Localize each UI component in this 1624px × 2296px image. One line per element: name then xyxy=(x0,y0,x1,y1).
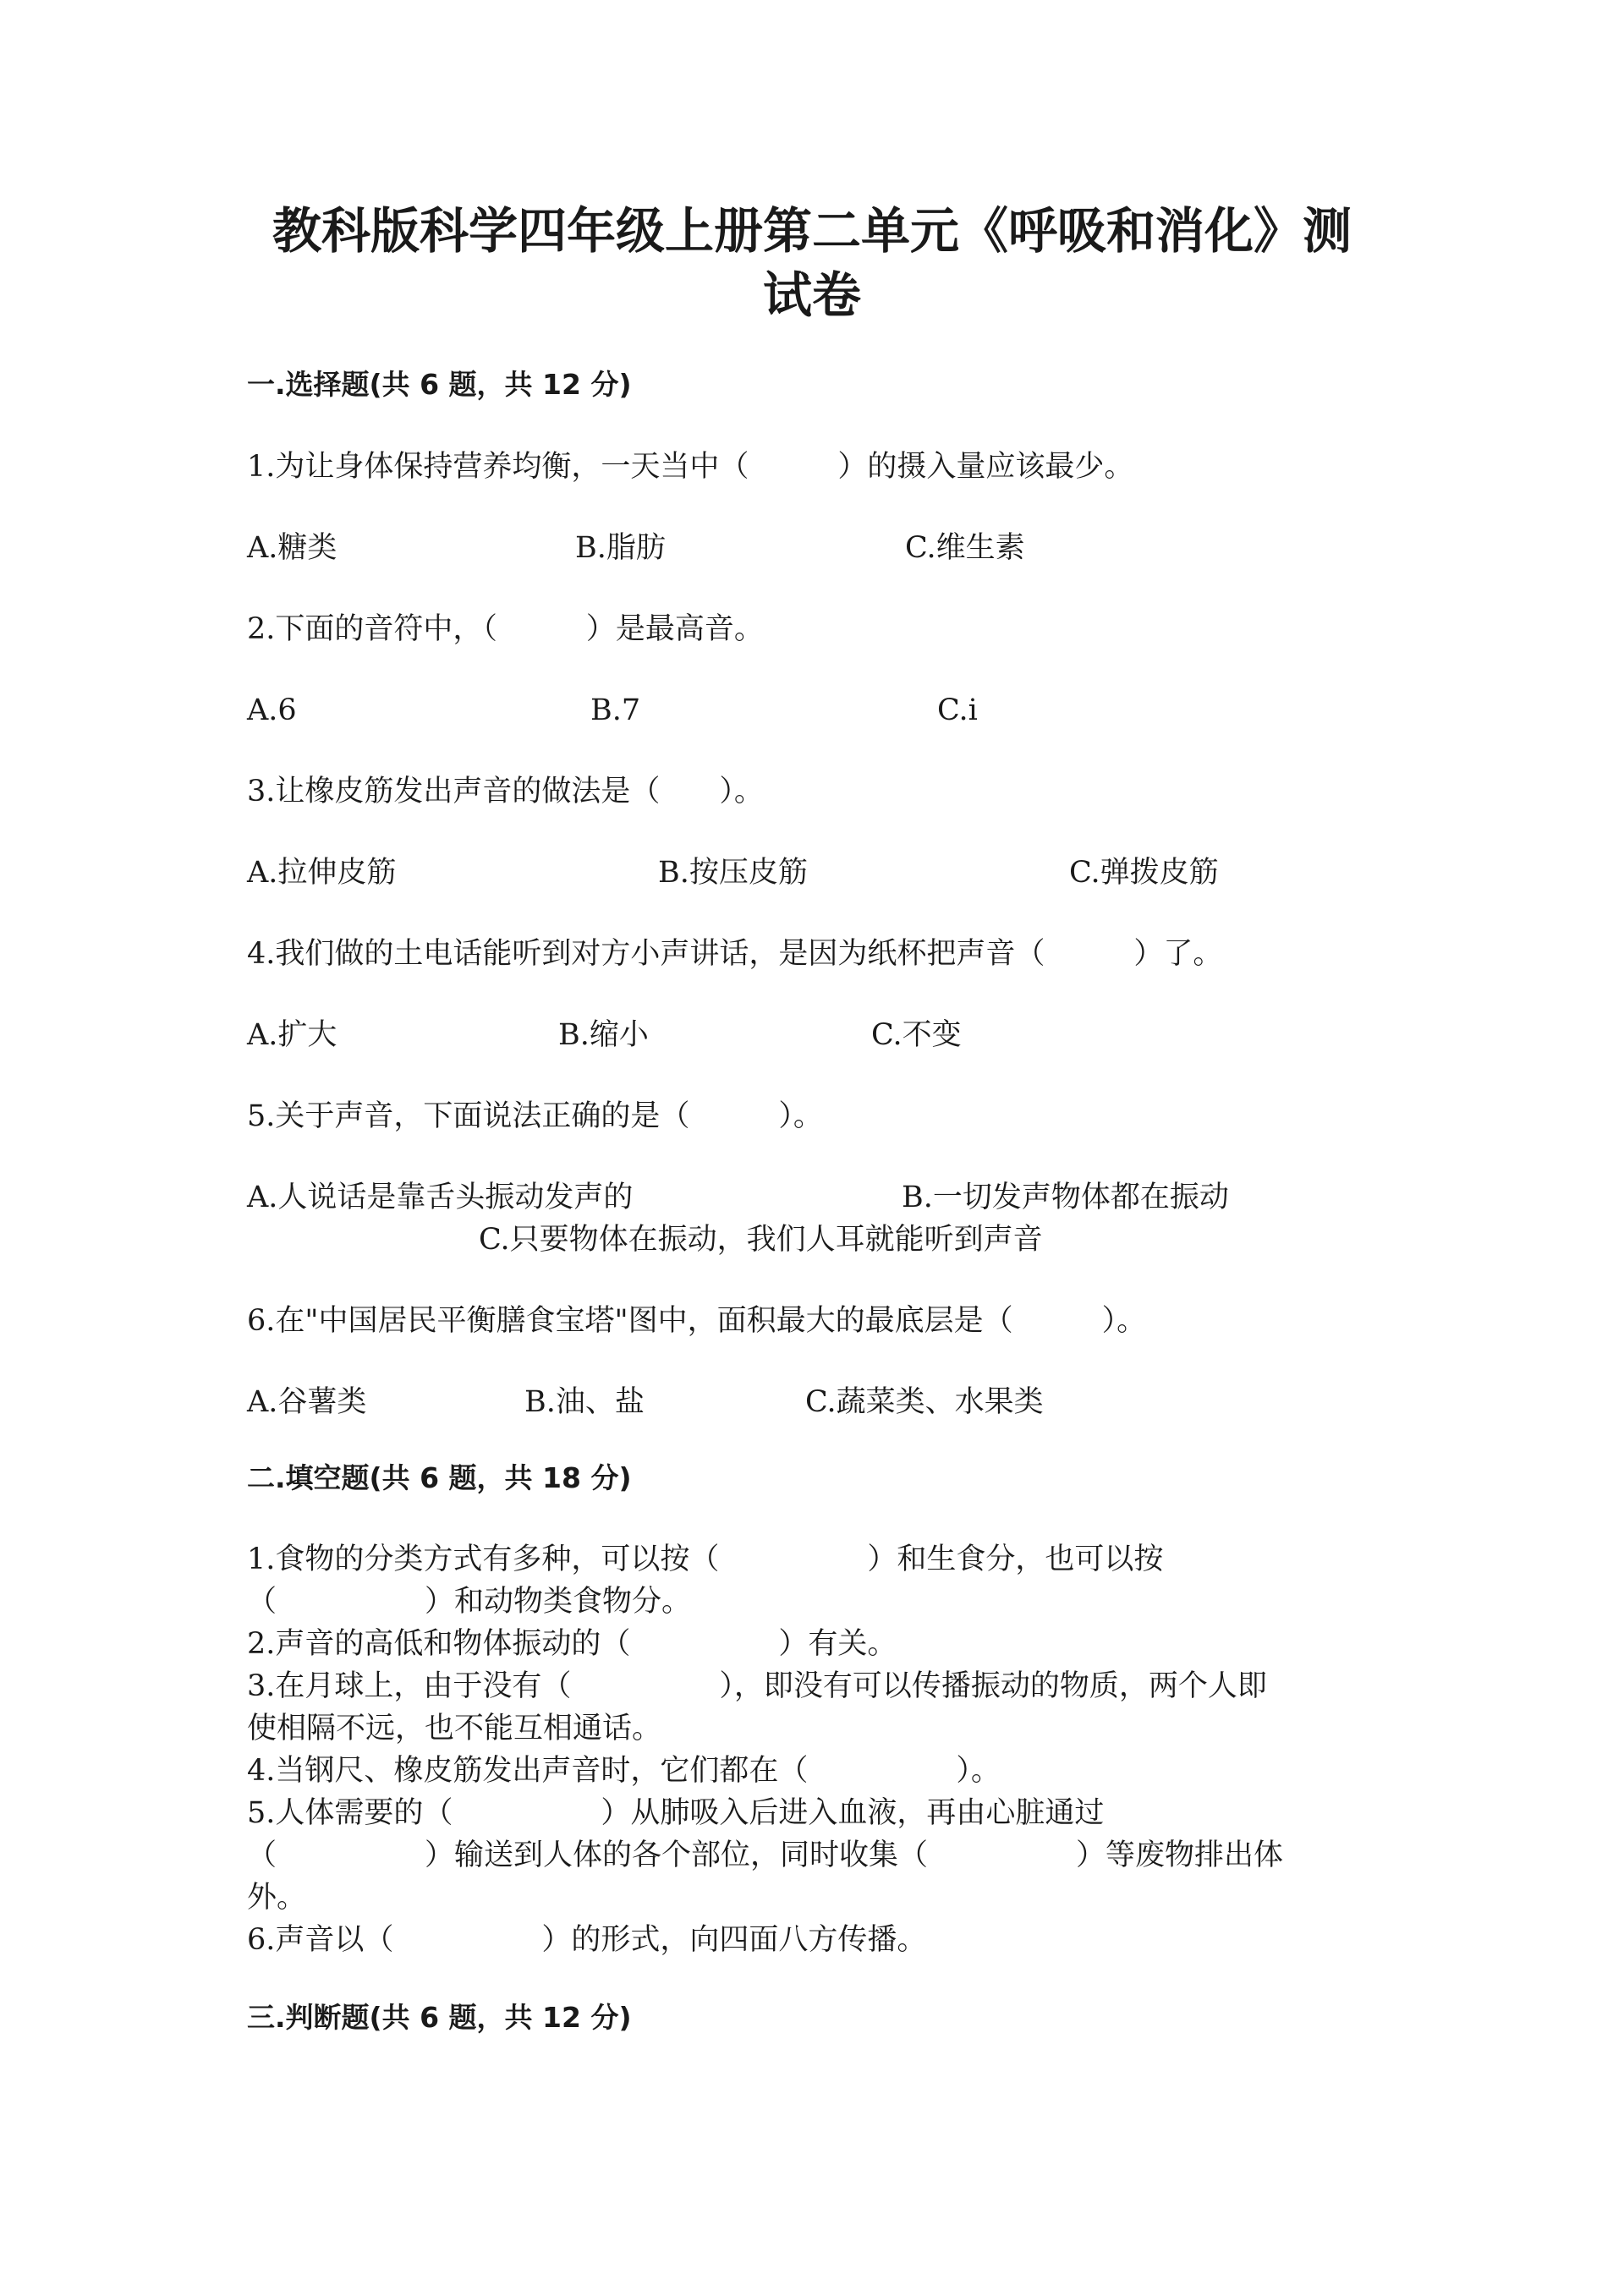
option-c: C.弹拨皮筋 xyxy=(1069,856,1219,890)
option-b: B.脂肪 xyxy=(575,531,666,565)
option-a: A.6 xyxy=(247,693,297,727)
option-c: C.维生素 xyxy=(905,531,1025,565)
fill-blank-line: 2.声音的高低和物体振动的（ ）有关。 xyxy=(247,1627,897,1661)
option-a: A.人说话是靠舌头振动发声的 xyxy=(247,1181,634,1214)
document-title-line-1: 教科版科学四年级上册第二单元《呼吸和消化》测 xyxy=(272,202,1352,260)
option-b: B.一切发声物体都在振动 xyxy=(902,1181,1229,1214)
option-c: C.只要物体在振动，我们人耳就能听到声音 xyxy=(479,1223,1043,1257)
fill-blank-line: （ ）和动物类食物分。 xyxy=(247,1585,692,1619)
option-b: B.按压皮筋 xyxy=(658,856,808,890)
option-a: A.扩大 xyxy=(247,1018,337,1052)
fill-blank-line: 3.在月球上，由于没有（ ），即没有可以传播振动的物质，两个人即 xyxy=(247,1669,1267,1703)
question-stem: 1.为让身体保持营养均衡，一天当中（ ）的摄入量应该最少。 xyxy=(247,450,1134,484)
fill-blank-line: 1.食物的分类方式有多种，可以按（ ）和生食分，也可以按 xyxy=(247,1543,1164,1576)
fill-blank-line: 外。 xyxy=(247,1881,307,1915)
fill-blank-line: （ ）输送到人体的各个部位，同时收集（ ）等废物排出体 xyxy=(247,1838,1284,1872)
option-b: B.缩小 xyxy=(558,1018,649,1052)
option-c: C.不变 xyxy=(871,1018,962,1052)
fill-blank-line: 6.声音以（ ）的形式，向四面八方传播。 xyxy=(247,1923,927,1957)
option-b: B.7 xyxy=(590,693,641,727)
option-a: A.谷薯类 xyxy=(247,1385,367,1419)
question-stem: 2.下面的音符中，（ ）是最高音。 xyxy=(247,612,764,646)
question-stem: 5.关于声音，下面说法正确的是（ ）。 xyxy=(247,1099,823,1133)
option-a: A.糖类 xyxy=(247,531,337,565)
option-a: A.拉伸皮筋 xyxy=(247,856,397,890)
fill-blank-line: 使相隔不远，也不能互相通话。 xyxy=(247,1712,662,1745)
section-heading-fill-blank: 二.填空题(共 6 题，共 18 分) xyxy=(247,1461,632,1494)
option-c: C.蔬菜类、水果类 xyxy=(805,1385,1044,1419)
option-c: C.i xyxy=(937,693,978,727)
question-stem: 4.我们做的土电话能听到对方小声讲话，是因为纸杯把声音（ ）了。 xyxy=(247,937,1223,971)
section-heading-choice: 一.选择题(共 6 题，共 12 分) xyxy=(247,368,632,401)
document-title-line-2: 试卷 xyxy=(762,266,861,324)
option-b: B.油、盐 xyxy=(524,1385,645,1419)
fill-blank-line: 5.人体需要的（ ）从肺吸入后进入血液，再由心脏通过 xyxy=(247,1796,1105,1830)
fill-blank-line: 4.当钢尺、橡皮筋发出声音时，它们都在（ ）。 xyxy=(247,1754,1001,1788)
section-heading-true-false: 三.判断题(共 6 题，共 12 分) xyxy=(247,2001,632,2034)
question-stem: 3.让橡皮筋发出声音的做法是（ ）。 xyxy=(247,775,764,808)
question-stem: 6.在"中国居民平衡膳食宝塔"图中，面积最大的最底层是（ ）。 xyxy=(247,1304,1147,1338)
